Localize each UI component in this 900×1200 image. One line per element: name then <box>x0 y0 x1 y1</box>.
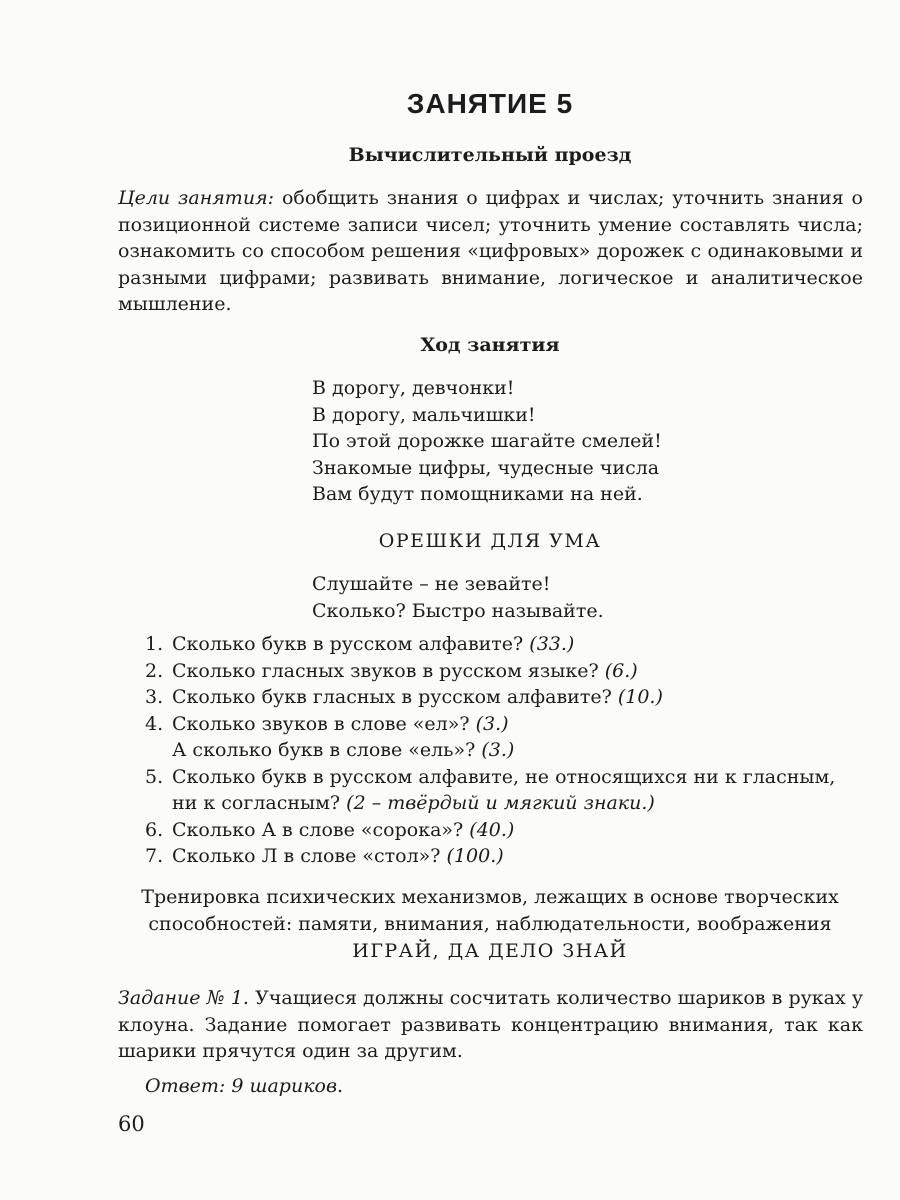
question-list <box>145 631 835 870</box>
question-number: 6. <box>145 818 164 841</box>
verse-line: Слушайте – не зевайте! <box>312 573 551 595</box>
goals-text: обобщить знания о цифрах и числах; уточнить знания о позиционной системе записи чисел; уточнить умение составлять числа; ознакомить со способом решения «цифровых» дорожек с одинаковыми и разными цифрами; развивать внимание, логическое и аналитическое мышление. <box>118 187 863 315</box>
question-item <box>145 631 835 658</box>
question-text: Сколько букв гласных в русском алфавите? <box>172 686 618 708</box>
training-note <box>0 884 900 937</box>
question-item <box>145 711 835 738</box>
training-line: способностей: памяти, внимания, наблюдательности, воображения <box>148 912 832 935</box>
training-line: Тренировка психических механизмов, лежащих в основе творческих <box>141 886 839 908</box>
section-heading-play: ИГРАЙ, ДА ДЕЛО ЗНАЙ <box>352 940 628 962</box>
question-item <box>145 684 835 711</box>
question-text: А сколько букв в слове «ель»? <box>172 739 482 761</box>
question-text: Сколько гласных звуков в русском языке? <box>172 659 605 682</box>
question-number: 5. <box>145 765 164 788</box>
verse-line: Знакомые цифры, чудесные числа <box>312 456 660 479</box>
task-answer: Ответ: 9 шариков. <box>145 1075 344 1097</box>
task-paragraph <box>118 985 863 1065</box>
question-answer: (40.) <box>469 818 515 841</box>
question-item <box>145 817 835 844</box>
question-continuation <box>145 737 835 764</box>
question-number: 2. <box>145 659 164 682</box>
verse-line: Вам будут помощниками на ней. <box>312 483 643 505</box>
question-answer: (3.) <box>481 739 515 761</box>
question-answer: (100.) <box>446 845 504 867</box>
verse-intro <box>312 375 662 508</box>
question-answer: (2 – твёрдый и мягкий знаки.) <box>346 792 655 814</box>
verse-line: В дорогу, девчонки! <box>312 377 515 399</box>
question-item <box>145 764 835 791</box>
goals-lead: Цели занятия: <box>118 187 275 209</box>
question-number: 1. <box>145 633 164 655</box>
verse-line: Сколько? Быстро называйте. <box>312 599 604 622</box>
question-answer: (6.) <box>604 659 638 682</box>
lesson-title: ЗАНЯТИЕ 5 <box>406 88 574 119</box>
question-text: Сколько Л в слове «стол»? <box>172 845 447 867</box>
task-lead: Задание № 1. <box>118 987 249 1009</box>
lesson-goals <box>118 185 863 318</box>
question-answer: (33.) <box>529 633 575 655</box>
question-text: ни к согласным? <box>172 792 347 814</box>
question-text: Сколько букв в русском алфавите, не относящихся ни к гласным, <box>172 765 836 788</box>
lesson-subtitle: Вычислительный проезд <box>348 144 632 166</box>
question-answer: (10.) <box>617 686 663 708</box>
course-heading: Ход занятия <box>420 334 560 356</box>
verse-questions-intro <box>312 571 604 624</box>
question-number: 7. <box>145 845 164 867</box>
question-item <box>145 843 835 870</box>
question-text: Сколько А в слове «сорока»? <box>172 818 470 841</box>
page-number: 60 <box>118 1112 145 1136</box>
verse-line: В дорогу, мальчишки! <box>312 403 536 426</box>
question-number: 3. <box>145 686 164 708</box>
question-answer: (3.) <box>475 712 509 735</box>
section-heading-nuts: ОРЕШКИ ДЛЯ УМА <box>378 530 602 552</box>
question-item <box>145 658 835 685</box>
question-text: Сколько букв в русском алфавите? <box>172 633 530 655</box>
question-text: Сколько звуков в слове «ел»? <box>172 712 476 735</box>
task-text: Учащиеся должны сосчитать количество шариков в руках у клоуна. Задание помогает развивать концентрацию внимания, так как шарики прячутся один за другим. <box>118 987 864 1062</box>
question-continuation <box>145 790 835 817</box>
question-number: 4. <box>145 712 164 735</box>
verse-line: По этой дорожке шагайте смелей! <box>312 430 662 452</box>
